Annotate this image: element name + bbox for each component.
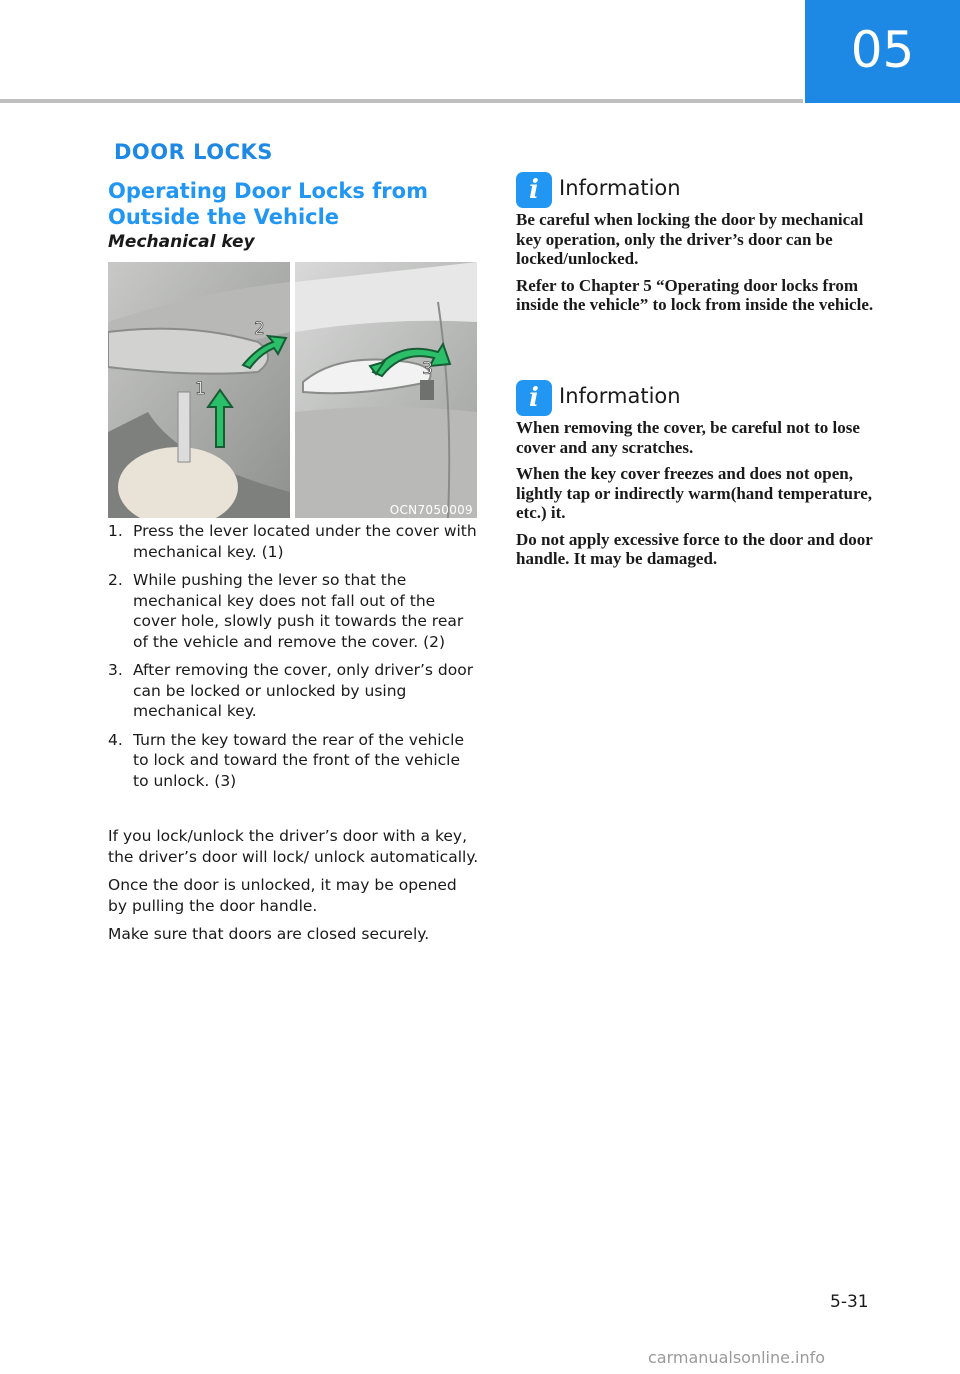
info-title: Information: [559, 176, 681, 200]
info-box-1: [516, 172, 881, 322]
callout-3: 3: [422, 359, 433, 379]
door-handle-figure: [108, 262, 477, 518]
callout-1: 1: [195, 379, 206, 399]
step-item: 3. After removing the cover, only driver’s door can be locked or unlocked by using mechanical key.: [108, 661, 474, 720]
info-paragraph: When the key cover freezes and does not open, lightly tap or indirectly warm(hand temperature, etc.) it.: [516, 464, 873, 522]
info-paragraph: Refer to Chapter 5 “Operating door locks from inside the vehicle” to lock from inside the vehicle.: [516, 275, 874, 314]
info-box-2: [516, 380, 881, 576]
info-paragraph: Do not apply excessive force to the door and door handle. It may be damaged.: [516, 529, 873, 568]
body-paragraph: Make sure that doors are closed securely.: [108, 925, 430, 943]
step-item: 4. Turn the key toward the rear of the vehicle to lock and toward the front of the vehicle to unlock. (3): [108, 730, 464, 790]
watermark: carmanualsonline.info: [648, 1348, 826, 1367]
chapter-tab: 05: [805, 0, 960, 103]
step-item: 1. Press the lever located under the cover with mechanical key. (1): [108, 522, 477, 561]
header-rule: [0, 99, 803, 103]
info-icon: i: [516, 172, 552, 208]
step-item: 2. While pushing the lever so that the mechanical key does not fall out of the cover hole, slowly push it towards the rear of the vehicle and remove the cover. (2): [108, 571, 464, 651]
info-header: [516, 380, 881, 418]
body-paragraph: If you lock/unlock the driver’s door with a key, the driver’s door will lock/ unlock automatically.: [108, 827, 479, 866]
page-number: 5-31: [830, 1292, 869, 1312]
door-handle-illustration: [108, 262, 477, 518]
procedure-steps: [108, 521, 480, 799]
info-icon: i: [516, 380, 552, 416]
body-paragraphs: [108, 826, 480, 953]
subsubsection-title: Mechanical key: [108, 232, 255, 252]
info-paragraph: When removing the cover, be careful not to lose cover and any scratches.: [516, 418, 860, 457]
section-title: DOOR LOCKS: [114, 140, 273, 164]
info-title: Information: [559, 384, 681, 408]
info-paragraph: Be careful when locking the door by mechanical key operation, only the driver’s door can be locked/unlocked.: [516, 210, 864, 268]
subsection-title: Operating Door Locks from Outside the Vehicle: [108, 179, 428, 229]
body-paragraph: Once the door is unlocked, it may be opened by pulling the door handle.: [108, 876, 457, 915]
info-header: [516, 172, 881, 210]
callout-2: 2: [254, 319, 265, 339]
figure-code: OCN7050009: [389, 503, 473, 517]
